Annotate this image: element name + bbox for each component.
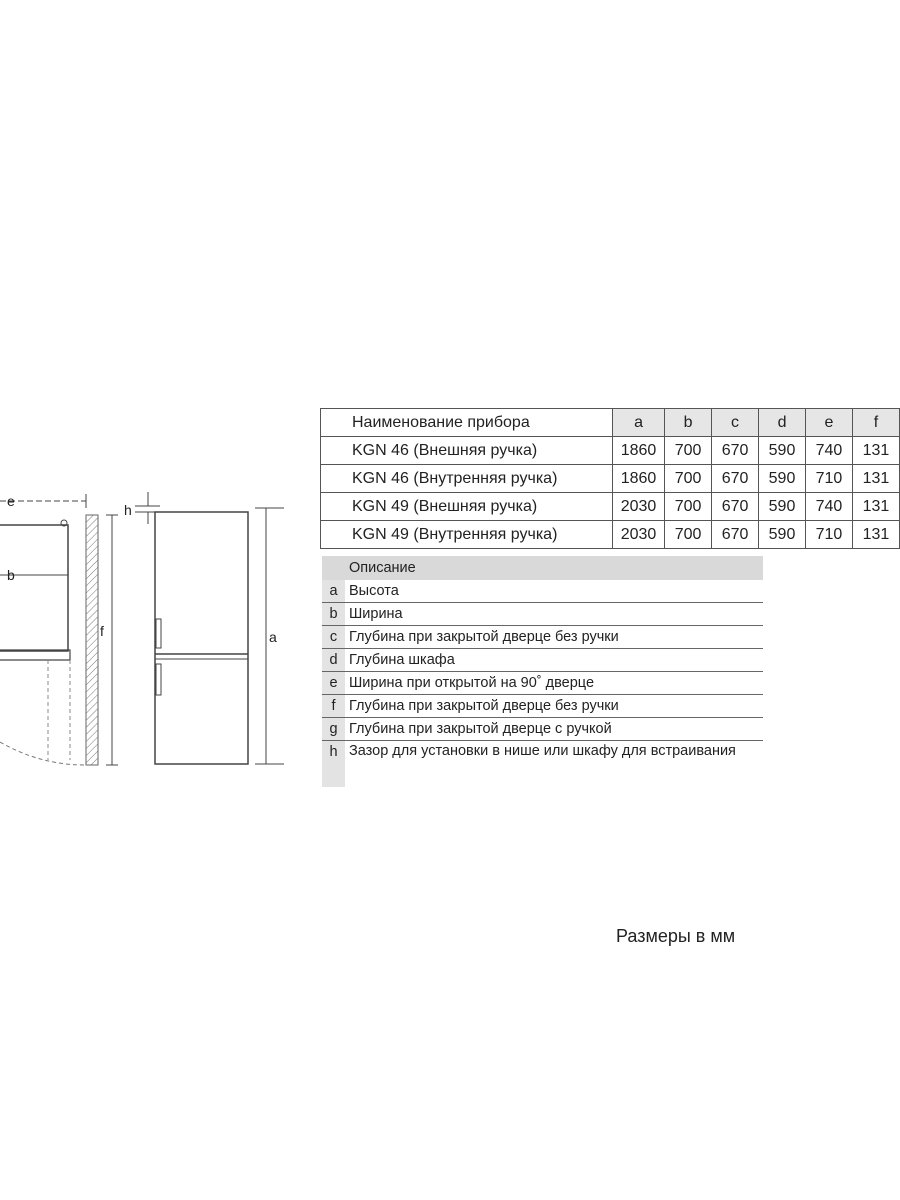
value-cell: 590 (759, 437, 806, 465)
upper-handle (156, 619, 161, 648)
legend-item (322, 603, 763, 626)
value-cell: 131 (852, 521, 899, 549)
legend-item (322, 626, 763, 649)
legend-key: f (322, 695, 345, 717)
legend-item (322, 695, 763, 718)
legend-text: Высота (349, 583, 399, 599)
model-cell: KGN 46 (Внешняя ручка) (321, 437, 613, 465)
dimensions-table (320, 408, 900, 549)
legend-text: Глубина при закрытой дверце с ручкой (349, 721, 612, 737)
legend-text: Ширина при открытой на 90˚ дверце (349, 675, 595, 691)
wall-hatch (86, 515, 98, 765)
value-cell: 700 (665, 437, 712, 465)
legend-text: Ширина (349, 606, 403, 622)
legend-key: h (322, 741, 345, 787)
legend (322, 556, 763, 787)
table-row (321, 493, 900, 521)
table-row (321, 521, 900, 549)
value-cell: 740 (806, 493, 853, 521)
front-view-drawing (124, 492, 284, 764)
legend-item (322, 672, 763, 695)
header-cell: e (806, 409, 853, 437)
dim-a-label: a (269, 629, 277, 645)
value-cell: 131 (852, 493, 899, 521)
table-row (321, 465, 900, 493)
top-view-drawing (0, 493, 118, 765)
value-cell: 590 (759, 465, 806, 493)
value-cell: 131 (852, 437, 899, 465)
legend-key: c (322, 626, 345, 648)
value-cell: 590 (759, 493, 806, 521)
value-cell: 590 (759, 521, 806, 549)
value-cell: 700 (665, 493, 712, 521)
header-cell: Наименование прибора (321, 409, 613, 437)
lower-handle (156, 664, 161, 695)
value-cell: 670 (712, 465, 759, 493)
legend-key: g (322, 718, 345, 740)
header-cell: c (712, 409, 759, 437)
header-cell: b (665, 409, 712, 437)
value-cell: 710 (806, 465, 853, 493)
legend-item (322, 718, 763, 741)
dim-e-label: e (7, 493, 15, 509)
legend-text: Глубина шкафа (349, 652, 455, 668)
value-cell: 2030 (612, 521, 664, 549)
legend-text: Глубина при закрытой дверце без ручки (349, 698, 619, 714)
value-cell: 700 (665, 521, 712, 549)
model-cell: KGN 49 (Внутренняя ручка) (321, 521, 613, 549)
legend-text: Зазор для установки в нише или шкафу для встраивания (349, 743, 736, 759)
legend-text: Глубина при закрытой дверце без ручки (349, 629, 619, 645)
legend-item (322, 649, 763, 672)
fridge-body (155, 512, 248, 764)
value-cell: 1860 (612, 465, 664, 493)
model-cell: KGN 46 (Внутренняя ручка) (321, 465, 613, 493)
value-cell: 670 (712, 521, 759, 549)
value-cell: 700 (665, 465, 712, 493)
value-cell: 1860 (612, 437, 664, 465)
door-swing-arc (0, 742, 85, 765)
legend-key: a (322, 580, 345, 602)
header-cell: a (612, 409, 664, 437)
dim-b-label: b (7, 567, 15, 583)
legend-item (322, 741, 763, 787)
table-header-row (321, 409, 900, 437)
value-cell: 740 (806, 437, 853, 465)
header-cell: d (759, 409, 806, 437)
legend-item (322, 580, 763, 603)
legend-key: d (322, 649, 345, 671)
units-note: Размеры в мм (616, 926, 736, 946)
model-cell: KGN 49 (Внешняя ручка) (321, 493, 613, 521)
dim-h-label: h (124, 502, 132, 518)
legend-title: Описание (322, 556, 763, 580)
dim-f-label: f (100, 623, 104, 639)
header-cell: f (852, 409, 899, 437)
value-cell: 670 (712, 437, 759, 465)
appliance-body-top (0, 525, 68, 651)
table-row (321, 437, 900, 465)
value-cell: 710 (806, 521, 853, 549)
legend-key: e (322, 672, 345, 694)
value-cell: 2030 (612, 493, 664, 521)
value-cell: 131 (852, 465, 899, 493)
value-cell: 670 (712, 493, 759, 521)
legend-key: b (322, 603, 345, 625)
